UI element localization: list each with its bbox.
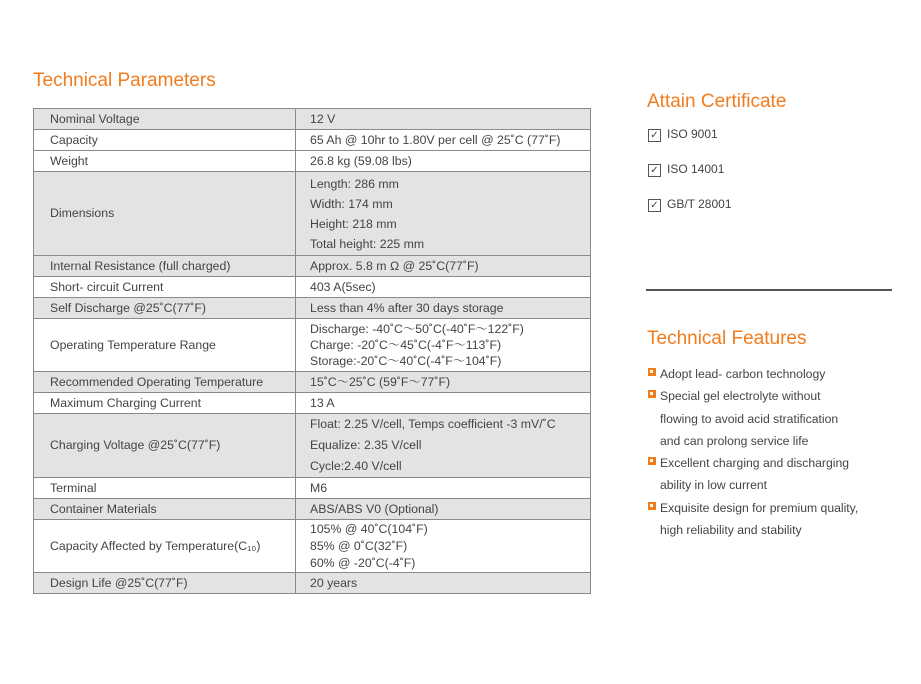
checkbox-checked-icon: ✓ [648,199,661,212]
parameter-name: Capacity [34,130,296,151]
parameter-value [296,256,591,277]
parameter-value [296,478,591,499]
table-row [34,298,591,319]
certificate-label: ISO 9001 [667,127,718,141]
feature-text: Excellent charging and discharging [660,456,850,471]
parameter-name: Charging Voltage @25˚C(77˚F) [34,414,296,478]
parameter-value-line: 65 Ah @ 10hr to 1.80V per cell @ 25˚C (77˚F) [310,132,561,147]
parameter-value-line: 403 A(5sec) [310,279,376,294]
table-row [34,414,591,478]
feature-list [648,363,898,541]
parameter-name: Nominal Voltage [34,109,296,130]
certificate-label: ISO 14001 [667,162,725,176]
parameter-name: Dimensions [34,172,296,256]
feature-text: and can prolong service life [660,433,809,448]
table-row [34,372,591,393]
parameter-name: Terminal [34,478,296,499]
attain-certificate-title: Attain Certificate [647,91,787,112]
feature-text: flowing to avoid acid stratification [660,411,839,426]
feature-text: Special gel electrolyte without [660,389,821,404]
parameter-value [296,172,591,256]
parameter-value-line: Total height: 225 mm [310,236,425,251]
table-row [34,478,591,499]
parameter-value-line: 13 A [310,395,335,410]
parameter-name: Design Life @25˚C(77˚F) [34,573,296,594]
feature-text: Adopt lead- carbon technology [660,367,826,381]
parameter-value [296,393,591,414]
feature-item [648,385,898,452]
parameter-value-line: Cycle:2.40 V/cell [310,459,402,473]
parameter-value-line: 15˚C～25˚C (59˚F～77˚F) [310,374,451,389]
parameter-value-line: 20 years [310,575,358,590]
parameter-value-line: Length: 286 mm [310,176,399,191]
feature-text: ability in low current [660,478,768,493]
parameter-value [296,520,591,573]
parameter-value [296,109,591,130]
parameter-value-line: Equalize: 2.35 V/cell [310,438,422,452]
parameter-value-line: Discharge: -40˚C～50˚C(-40˚F～122˚F) [310,322,524,336]
parameter-value-line: ABS/ABS V0 (Optional) [310,501,439,516]
table-row [34,109,591,130]
parameter-value-line: 105% @ 40˚C(104˚F) [310,521,428,536]
parameter-name: Weight [34,151,296,172]
parameter-value-line: 12 V [310,111,336,126]
table-row [34,172,591,256]
parameter-name: Self Discharge @25˚C(77˚F) [34,298,296,319]
table-row [34,151,591,172]
feature-item [648,363,898,385]
parameter-value [296,298,591,319]
certificate-item [648,127,732,162]
bullet-icon [648,502,656,510]
checkbox-checked-icon: ✓ [648,129,661,142]
feature-text: high reliability and stability [660,523,802,538]
parameters-table [33,108,591,594]
table-row [34,520,591,573]
parameter-value [296,130,591,151]
parameter-name: Operating Temperature Range [34,319,296,372]
table-row [34,393,591,414]
feature-item [648,497,898,542]
parameter-value-line: Storage:-20˚C～40˚C(-4˚F～104˚F) [310,354,502,368]
certificate-item [648,162,732,197]
parameter-value-line: Charge: -20˚C～45˚C(-4˚F～113˚F) [310,338,502,352]
parameter-value [296,277,591,298]
parameter-value-line: Less than 4% after 30 days storage [310,300,504,315]
parameter-value-line: Height: 218 mm [310,216,397,231]
parameter-name: Short- circuit Current [34,277,296,298]
parameter-value-line: Float: 2.25 V/cell, Temps coefficient -3 mV/˚C [310,417,556,431]
parameter-value [296,499,591,520]
parameter-value-line: Width: 174 mm [310,196,393,211]
bullet-icon [648,368,656,376]
table-row [34,130,591,151]
parameter-value-line: 85% @ 0˚C(32˚F) [310,538,408,553]
parameter-value-line: M6 [310,480,328,495]
section-divider [646,289,892,291]
parameter-value [296,151,591,172]
parameter-name: Capacity Affected by Temperature(C₁₀) [34,520,296,573]
technical-parameters-title: Technical Parameters [33,70,216,91]
parameter-name: Recommended Operating Temperature [34,372,296,393]
table-row [34,319,591,372]
certificate-list [648,127,732,232]
parameter-value-line: Approx. 5.8 m Ω @ 25˚C(77˚F) [310,258,479,273]
parameter-value [296,319,591,372]
table-row [34,499,591,520]
parameter-name: Maximum Charging Current [34,393,296,414]
parameter-value-line: 26.8 kg (59.08 lbs) [310,153,412,168]
bullet-icon [648,390,656,398]
table-row [34,573,591,594]
feature-text: Exquisite design for premium quality, [660,500,859,515]
certificate-item [648,197,732,232]
technical-features-title: Technical Features [647,328,807,349]
parameter-name: Container Materials [34,499,296,520]
parameter-value [296,573,591,594]
table-row [34,256,591,277]
parameter-value-line: 60% @ -20˚C(-4˚F) [310,555,416,570]
parameter-name: Internal Resistance (full charged) [34,256,296,277]
bullet-icon [648,457,656,465]
certificate-label: GB/T 28001 [667,197,732,211]
parameter-value [296,372,591,393]
feature-item [648,452,898,497]
table-row [34,277,591,298]
checkbox-checked-icon: ✓ [648,164,661,177]
parameter-value [296,414,591,478]
